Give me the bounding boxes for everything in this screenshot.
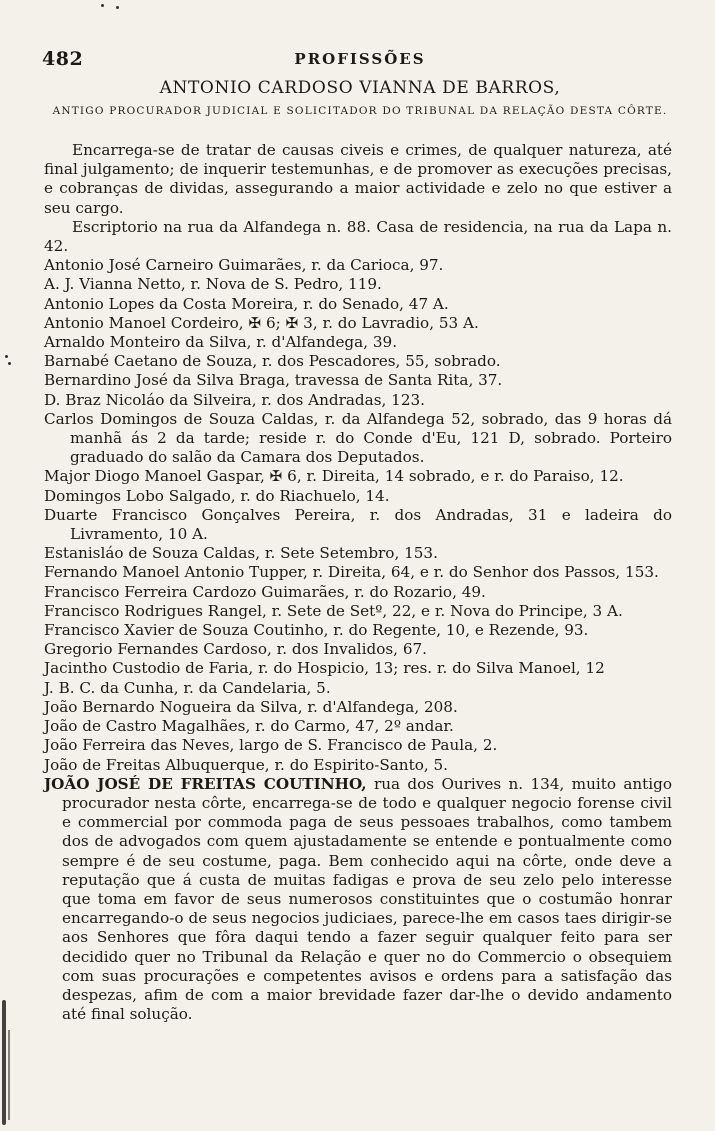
entry-name: João Bernardo Nogueira da Silva, xyxy=(44,697,303,716)
entry-address: r. do Carmo, 47, 2º andar. xyxy=(255,717,454,736)
entry-address: r. do Senado, 47 A. xyxy=(303,294,449,313)
scan-speck xyxy=(5,355,8,358)
entry-name: A. J. Vianna Netto, xyxy=(44,275,186,294)
entry-name: Arnaldo Monteiro da Silva, xyxy=(44,333,252,352)
entry-name: D. Braz Nicoláo da Silveira, xyxy=(44,390,257,409)
scan-speck xyxy=(101,4,104,7)
entry-address: r. do Riachuelo, 14. xyxy=(240,486,390,505)
text-column xyxy=(44,141,672,1024)
entry-name: Duarte Francisco Gonçalves Pereira, xyxy=(44,505,356,524)
entry-name: J. B. C. da Cunha, xyxy=(44,678,179,697)
entry-address: r. da Candelaria, 5. xyxy=(183,678,331,697)
entry-address: r. dos Pescadores, 55, sobrado. xyxy=(262,352,501,371)
page-header xyxy=(42,48,678,74)
entry-address: r. do Hospicio, 13; res. r. do Silva Manoel, 12 xyxy=(258,659,605,678)
directory-entry xyxy=(44,544,672,563)
entry-address: r. Direita, 64, e r. do Senhor dos Passos, 153. xyxy=(312,563,659,582)
entry-name: João Ferreira das Neves, xyxy=(44,736,235,755)
directory-entry xyxy=(44,756,672,775)
entry-address: r. da Carioca, 97. xyxy=(311,256,444,275)
entry-address: r. d'Alfandega, 208. xyxy=(307,697,458,716)
entry-name: Antonio Lopes da Costa Moreira, xyxy=(44,294,299,313)
directory-entry xyxy=(44,467,672,486)
directory-entry xyxy=(44,717,672,736)
entry-name: Francisco Ferreira Cardozo Guimarães, xyxy=(44,582,350,601)
section-title: ANTONIO CARDOSO VIANNA DE BARROS, xyxy=(159,78,561,98)
entry-name: Francisco Xavier de Souza Coutinho, xyxy=(44,621,329,640)
advert-text: rua dos Ourives n. 134, muito antigo procurador nesta côrte, encarrega-se de todo e qualquer negocio forense civil e commercial por commoda paga de seus pessoaes trabalhos, como tambem dos de advogados com quem ajustadamente se entende e pontualmente como sempre é de seu costume, paga. Bem conhecido aqui na côrte, onde deve a reputação que á custa de muitas fadigas e prova de seu zelo pelo interesse que toma em favor de seus numerosos constituintes que o costumão honrar encarregando-o de seus negocios judiciaes, parece-lhe em casos taes dirigir-se aos Senhores que fôra daqui tendo a fazer seguir qualquer feito para ser decidido quer no Tribunal da Relação e quer no do Commercio o obsequiem com suas procurações e competentes avisos e ordens para a satisfação das despezas, afim de com a maior brevidade fazer dar-lhe o devido andamento até final solução. xyxy=(62,774,672,1024)
entry-name: Carlos Domingos de Souza Caldas, xyxy=(44,409,319,428)
scan-edge-mark xyxy=(8,1030,10,1120)
entry-address: r. d'Alfandega, 39. xyxy=(256,333,398,352)
entry-name: Bernardino José da Silva Braga, xyxy=(44,371,290,390)
scan-speck xyxy=(8,362,11,365)
scan-speck xyxy=(116,6,119,9)
directory-entry xyxy=(44,391,672,410)
entry-name: Fernando Manoel Antonio Tupper, xyxy=(44,563,308,582)
entry-address: r. Sete de Setº, 22, e r. Nova do Principe, 3 A. xyxy=(271,601,623,620)
directory-entry xyxy=(44,371,672,390)
entry-address: ✠ 6; ✠ 3, r. do Lavradio, 53 A. xyxy=(248,313,479,332)
page-number: 482 xyxy=(42,48,84,70)
running-head: PROFISSÕES xyxy=(294,50,426,68)
entry-address: ✠ 6, r. Direita, 14 sobrado, e r. do Paraiso, 12. xyxy=(269,467,624,486)
entry-address: r. do Rozario, 49. xyxy=(354,582,486,601)
entry-address: r. Sete Setembro, 153. xyxy=(264,544,438,563)
entry-name: João de Freitas Albuquerque, xyxy=(44,755,270,774)
entry-name: Major Diogo Manoel Gaspar, xyxy=(44,467,265,486)
scan-edge-mark xyxy=(2,1000,6,1125)
directory-entry xyxy=(44,256,672,275)
entry-address: r. do Espirito-Santo, 5. xyxy=(274,755,448,774)
entry-name: Antonio Manoel Cordeiro, xyxy=(44,313,244,332)
directory-entry xyxy=(44,583,672,602)
directory-entry xyxy=(44,487,672,506)
directory-entry xyxy=(44,314,672,333)
directory-entry xyxy=(44,352,672,371)
directory-entry xyxy=(44,679,672,698)
entry-name: Francisco Rodrigues Rangel, xyxy=(44,601,267,620)
entry-name: Estanisláo de Souza Caldas, xyxy=(44,544,261,563)
entry-address: largo de S. Francisco de Paula, 2. xyxy=(239,736,498,755)
advert-entry xyxy=(44,775,672,1025)
entry-name: Jacintho Custodio de Faria, xyxy=(44,659,254,678)
entry-address: r. do Regente, 10, e Rezende, 93. xyxy=(333,621,589,640)
entry-address: r. dos Invalidos, 67. xyxy=(276,640,427,659)
advert-name: JOÃO JOSÉ DE FREITAS COUTINHO, xyxy=(44,774,367,793)
directory-entry xyxy=(44,295,672,314)
section-description: Encarrega-se de tratar de causas civeis e crimes, de qualquer natureza, até final julgamento; de inquerir testemunhas, e de promover as execuções precisas, e cobranças de dividas, assegurando a maior actividade e zelo no que estiver a seu cargo. xyxy=(44,141,672,217)
directory-entry xyxy=(44,698,672,717)
directory-entry xyxy=(44,275,672,294)
directory-entry xyxy=(44,563,672,582)
section-subtitle: ANTIGO PROCURADOR JUDICIAL E SOLICITADOR DO TRIBUNAL DA RELAÇÃO DESTA CÔRTE. xyxy=(52,105,668,117)
entry-name: Gregorio Fernandes Cardoso, xyxy=(44,640,272,659)
directory-entry xyxy=(44,506,672,544)
entry-address: travessa de Santa Rita, 37. xyxy=(294,371,503,390)
directory-entry xyxy=(44,333,672,352)
directory-entry xyxy=(44,659,672,678)
entry-address: r. dos Andradas, 31 e ladeira do Livramento, 10 A. xyxy=(70,505,673,544)
section-office: Escriptorio na rua da Alfandega n. 88. Casa de residencia, na rua da Lapa n. 42. xyxy=(44,217,672,256)
entry-name: Barnabé Caetano de Souza, xyxy=(44,352,258,371)
directory-entry xyxy=(44,640,672,659)
directory-entry xyxy=(44,736,672,755)
entry-address: r. da Alfandega 52, sobrado, das 9 horas dá manhã ás 2 da tarde; reside r. do Conde d'Eu, 121 D, sobrado. Porteiro graduado do salão da Camara dos Deputados. xyxy=(70,409,673,467)
directory-entry xyxy=(44,410,672,468)
directory-entry xyxy=(44,602,672,621)
entry-address: r. dos Andradas, 123. xyxy=(261,390,425,409)
directory-entry xyxy=(44,621,672,640)
entry-name: Domingos Lobo Salgado, xyxy=(44,486,236,505)
entry-address: r. Nova de S. Pedro, 119. xyxy=(190,275,382,294)
entry-name: João de Castro Magalhães, xyxy=(44,717,251,736)
directory-list xyxy=(44,256,672,774)
entry-name: Antonio José Carneiro Guimarães, xyxy=(44,256,307,275)
